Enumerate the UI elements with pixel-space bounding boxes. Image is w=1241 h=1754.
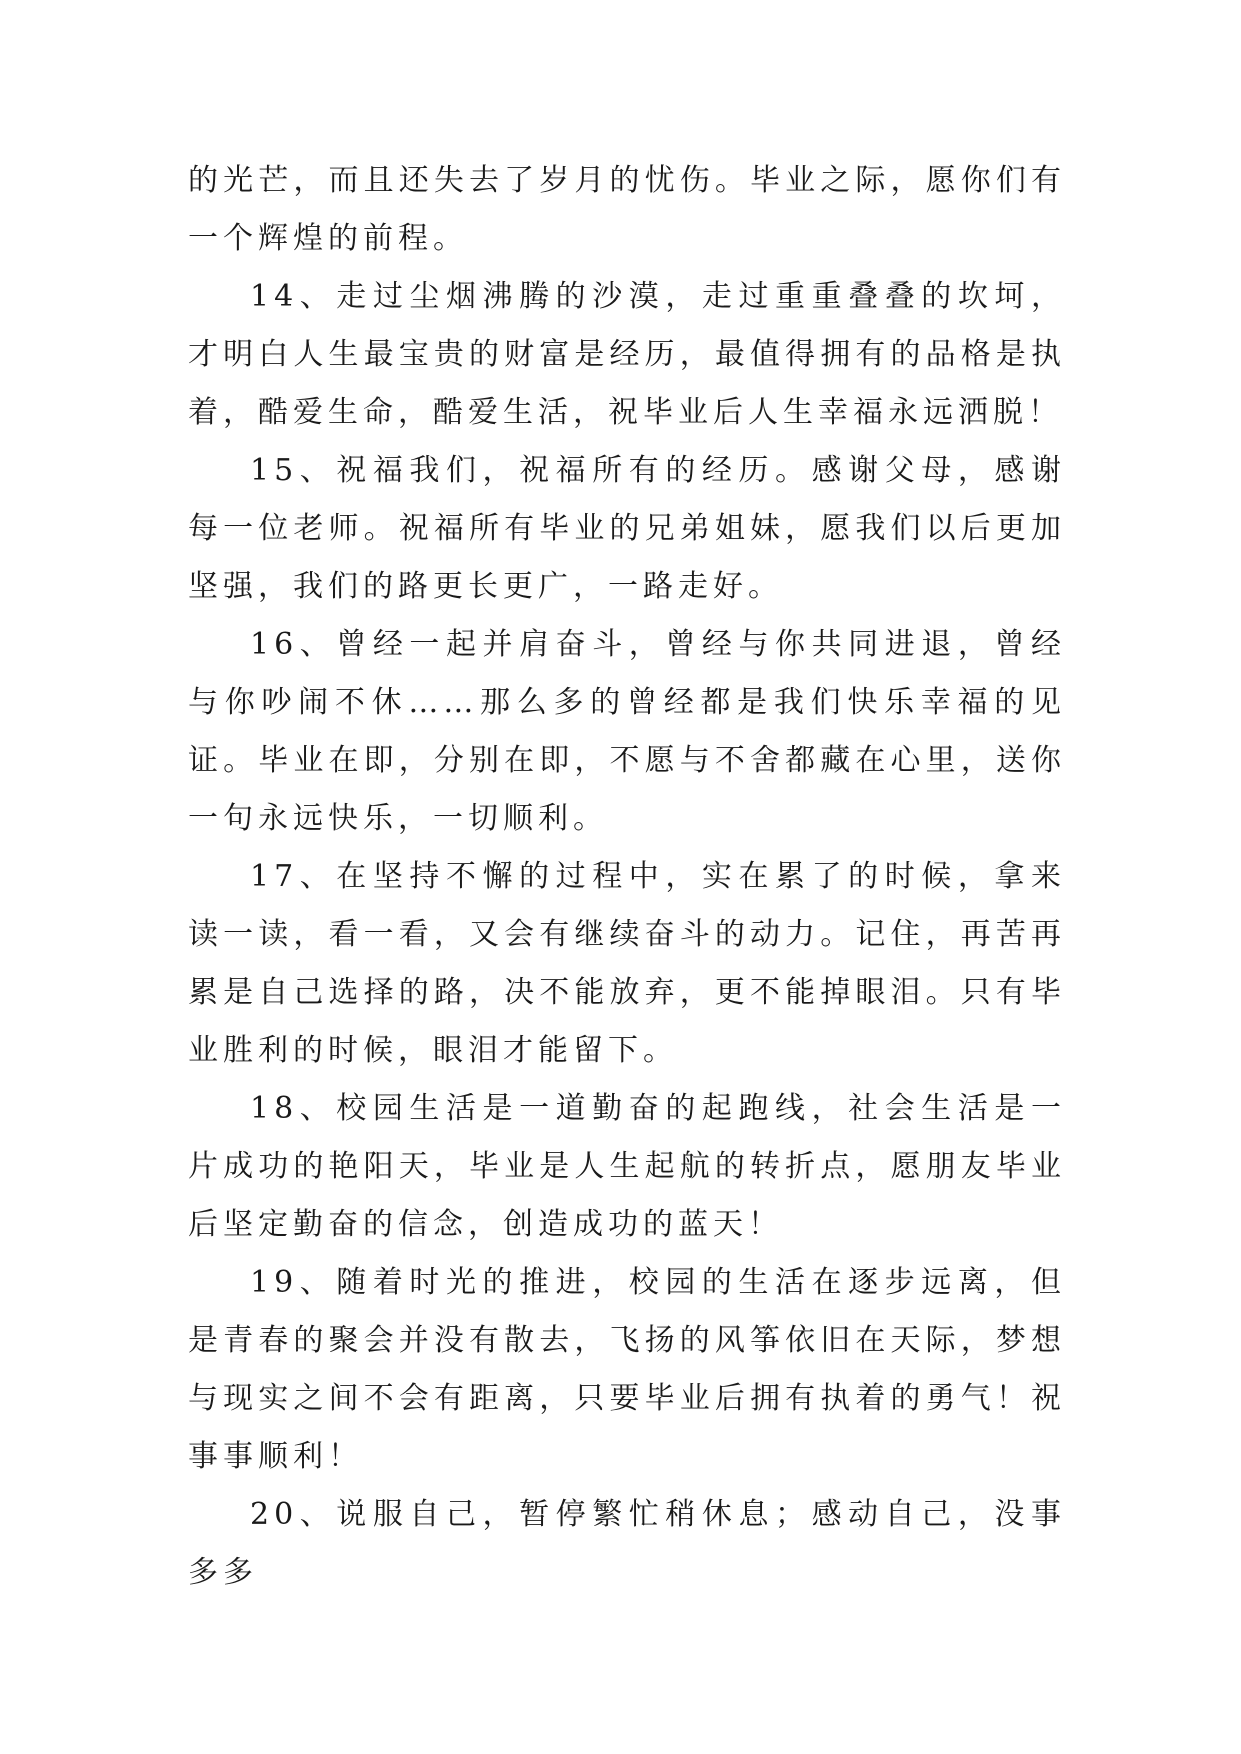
paragraph-16: 16、曾经一起并肩奋斗，曾经与你共同进退，曾经与你吵闹不休……那么多的曾经都是我们快乐幸福的见证。毕业在即，分别在即，不愿与不舍都藏在心里，送你一句永远快乐，一切顺利。: [188, 627, 1066, 836]
paragraph-19: 19、随着时光的推进，校园的生活在逐步远离，但是青春的聚会并没有散去，飞扬的风筝依旧在天际，梦想与现实之间不会有距离，只要毕业后拥有执着的勇气！祝事事顺利！: [188, 1265, 1066, 1474]
paragraph-continuation: 的光芒，而且还失去了岁月的忧伤。毕业之际，愿你们有一个辉煌的前程。: [188, 163, 1066, 256]
paragraph-18: 18、校园生活是一道勤奋的起跑线，社会生活是一片成功的艳阳天，毕业是人生起航的转折点，愿朋友毕业后坚定勤奋的信念，创造成功的蓝天！: [188, 1091, 1066, 1242]
document-body: [188, 152, 1066, 1602]
paragraph-15: 15、祝福我们，祝福所有的经历。感谢父母，感谢每一位老师。祝福所有毕业的兄弟姐妹，愿我们以后更加坚强，我们的路更长更广，一路走好。: [188, 453, 1066, 604]
paragraph-14: 14、走过尘烟沸腾的沙漠，走过重重叠叠的坎坷，才明白人生最宝贵的财富是经历，最值得拥有的品格是执着，酷爱生命，酷爱生活，祝毕业后人生幸福永远洒脱！: [188, 279, 1066, 430]
paragraph-20: 20、说服自己，暂停繁忙稍休息；感动自己，没事多多: [188, 1497, 1066, 1590]
paragraph-17: 17、在坚持不懈的过程中，实在累了的时候，拿来读一读，看一看，又会有继续奋斗的动力。记住，再苦再累是自己选择的路，决不能放弃，更不能掉眼泪。只有毕业胜利的时候，眼泪才能留下。: [188, 859, 1066, 1068]
